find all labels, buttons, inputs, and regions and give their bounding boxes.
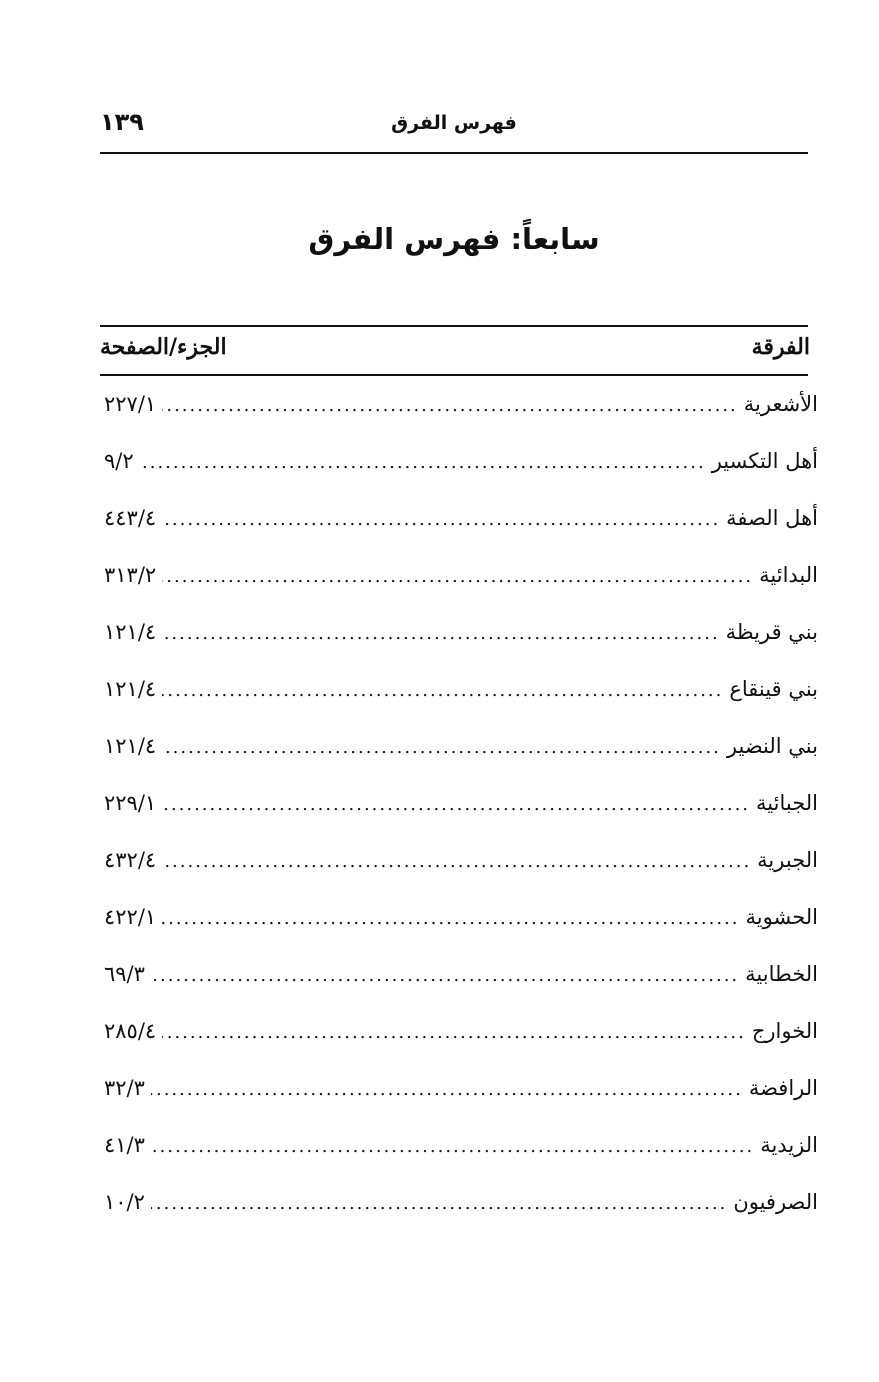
entry-leader-dots	[162, 851, 751, 872]
entry-sect-name: بني النضير	[726, 734, 818, 758]
index-entry	[104, 848, 818, 905]
entry-volume-page: ١٠/٢	[104, 1190, 145, 1214]
entry-leader-dots	[151, 1193, 727, 1214]
entry-sect-name: أهل الصفة	[726, 506, 818, 530]
entry-leader-dots	[151, 1079, 743, 1100]
entry-leader-dots	[162, 680, 723, 701]
section-title: سابعاً: فهرس الفرق	[308, 222, 600, 256]
entry-sect-name: أهل التكسير	[711, 449, 818, 473]
index-entry	[104, 1019, 818, 1076]
entry-volume-page: ١٢١/٤	[104, 620, 157, 644]
entry-volume-page: ٤٢٢/١	[104, 905, 157, 929]
running-title: فهرس الفرق	[391, 112, 517, 134]
entry-volume-page: ٩/٢	[104, 449, 134, 473]
index-entry	[104, 1076, 818, 1133]
entry-leader-dots	[162, 794, 750, 815]
entry-sect-name: الأشعرية	[743, 392, 818, 416]
entry-sect-name: بني قينقاع	[729, 677, 818, 701]
entry-sect-name: الرافضة	[748, 1076, 818, 1100]
running-header	[100, 108, 808, 148]
entry-leader-dots	[162, 566, 753, 587]
entry-volume-page: ٣١٣/٢	[104, 563, 157, 587]
entry-volume-page: ٦٩/٣	[104, 962, 145, 986]
entry-sect-name: الصرفيون	[733, 1190, 818, 1214]
entry-leader-dots	[162, 509, 720, 530]
entry-volume-page: ١٢١/٤	[104, 734, 157, 758]
entry-sect-name: الجبرية	[757, 848, 818, 872]
entry-leader-dots	[162, 1022, 746, 1043]
entry-sect-name: الجبائية	[756, 791, 818, 815]
entry-leader-dots	[162, 395, 738, 416]
entry-volume-page: ٤٣٢/٤	[104, 848, 157, 872]
entry-leader-dots	[162, 908, 739, 929]
index-entry	[104, 506, 818, 563]
entry-volume-page: ٢٨٥/٤	[104, 1019, 157, 1043]
column-header-sect: الفرقة	[751, 334, 810, 360]
entry-leader-dots	[162, 737, 721, 758]
index-entry	[104, 620, 818, 677]
entry-volume-page: ٢٢٩/١	[104, 791, 157, 815]
index-entry	[104, 791, 818, 848]
entry-leader-dots	[151, 965, 739, 986]
index-entry	[104, 449, 818, 506]
entry-volume-page: ٤٤٣/٤	[104, 506, 157, 530]
index-entry	[104, 962, 818, 1019]
index-entry	[104, 392, 818, 449]
index-entry	[104, 905, 818, 962]
entry-volume-page: ١٢١/٤	[104, 677, 157, 701]
table-header	[100, 334, 810, 370]
column-header-volume-page: الجزء/الصفحة	[100, 334, 227, 360]
entry-sect-name: الحشوية	[745, 905, 818, 929]
entry-leader-dots	[162, 623, 719, 644]
index-entries	[104, 392, 818, 1247]
entry-volume-page: ٢٢٧/١	[104, 392, 157, 416]
table-header-rule	[100, 374, 808, 376]
index-entry	[104, 563, 818, 620]
entry-volume-page: ٣٢/٣	[104, 1076, 145, 1100]
entry-sect-name: الزيدية	[760, 1133, 818, 1157]
entry-sect-name: البدائية	[759, 563, 818, 587]
entry-leader-dots	[140, 452, 706, 473]
index-entry	[104, 677, 818, 734]
entry-volume-page: ٤١/٣	[104, 1133, 145, 1157]
index-entry	[104, 1190, 818, 1247]
index-entry	[104, 1133, 818, 1190]
entry-sect-name: بني قريظة	[725, 620, 818, 644]
header-divider	[100, 152, 808, 154]
table-top-rule	[100, 325, 808, 327]
entry-leader-dots	[151, 1136, 754, 1157]
entry-sect-name: الخطابية	[745, 962, 818, 986]
index-entry	[104, 734, 818, 791]
entry-sect-name: الخوارج	[751, 1019, 818, 1043]
page-number: ١٣٩	[100, 108, 144, 136]
